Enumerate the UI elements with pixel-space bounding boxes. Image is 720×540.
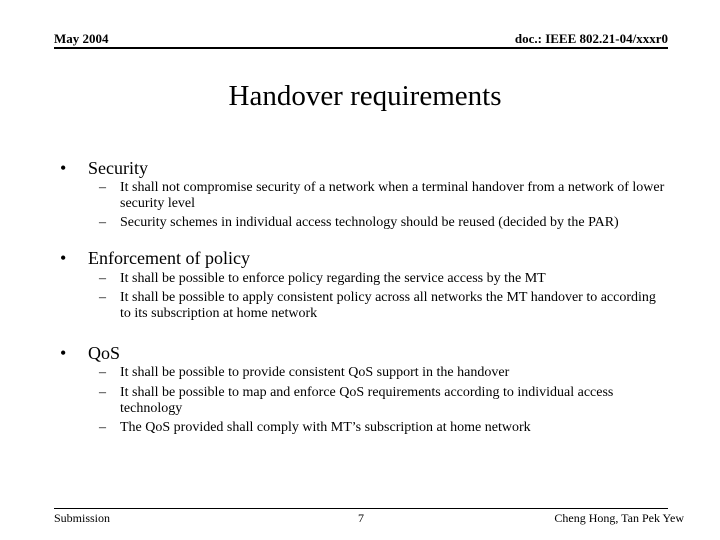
header-rule <box>54 47 668 49</box>
footer-page-number: 7 <box>358 511 364 525</box>
dash-marker: – <box>99 271 106 286</box>
bullet-marker: • <box>60 248 67 268</box>
sub-item: The QoS provided shall comply with MT’s subscription at home network <box>120 420 531 435</box>
dash-marker: – <box>99 290 106 305</box>
dash-marker: – <box>99 420 106 435</box>
sub-item: It shall not compromise security of a network when a terminal handover from a network of lower security level <box>120 180 665 211</box>
footer-submission: Submission <box>54 511 111 525</box>
slide-title: Handover requirements <box>228 80 502 112</box>
bullet-security: Security <box>88 158 148 178</box>
bullet-marker: • <box>60 158 67 178</box>
header-date: May 2004 <box>54 31 109 46</box>
header-doc-id: doc.: IEEE 802.21-04/xxxr0 <box>514 31 668 46</box>
dash-marker: – <box>99 180 106 195</box>
bullet-qos: QoS <box>88 343 121 363</box>
bullet-marker: • <box>60 343 67 363</box>
sub-item: It shall be possible to map and enforce QoS requirements according to individual access technology <box>120 385 614 416</box>
sub-item: It shall be possible to provide consistent QoS support in the handover <box>120 365 510 380</box>
dash-marker: – <box>99 365 106 380</box>
sub-item: It shall be possible to enforce policy regarding the service access by the MT <box>120 271 546 286</box>
footer-authors: Cheng Hong, Tan Pek Yew <box>554 511 684 525</box>
sub-item: It shall be possible to apply consistent policy across all networks the MT handover to according to its subscription at home network <box>120 290 656 321</box>
bullet-enforcement-of-policy: Enforcement of policy <box>88 248 250 268</box>
dash-marker: – <box>99 215 106 230</box>
sub-item: Security schemes in individual access technology should be reused (decided by the PAR) <box>120 215 619 230</box>
footer-rule <box>54 508 668 509</box>
dash-marker: – <box>99 385 106 400</box>
